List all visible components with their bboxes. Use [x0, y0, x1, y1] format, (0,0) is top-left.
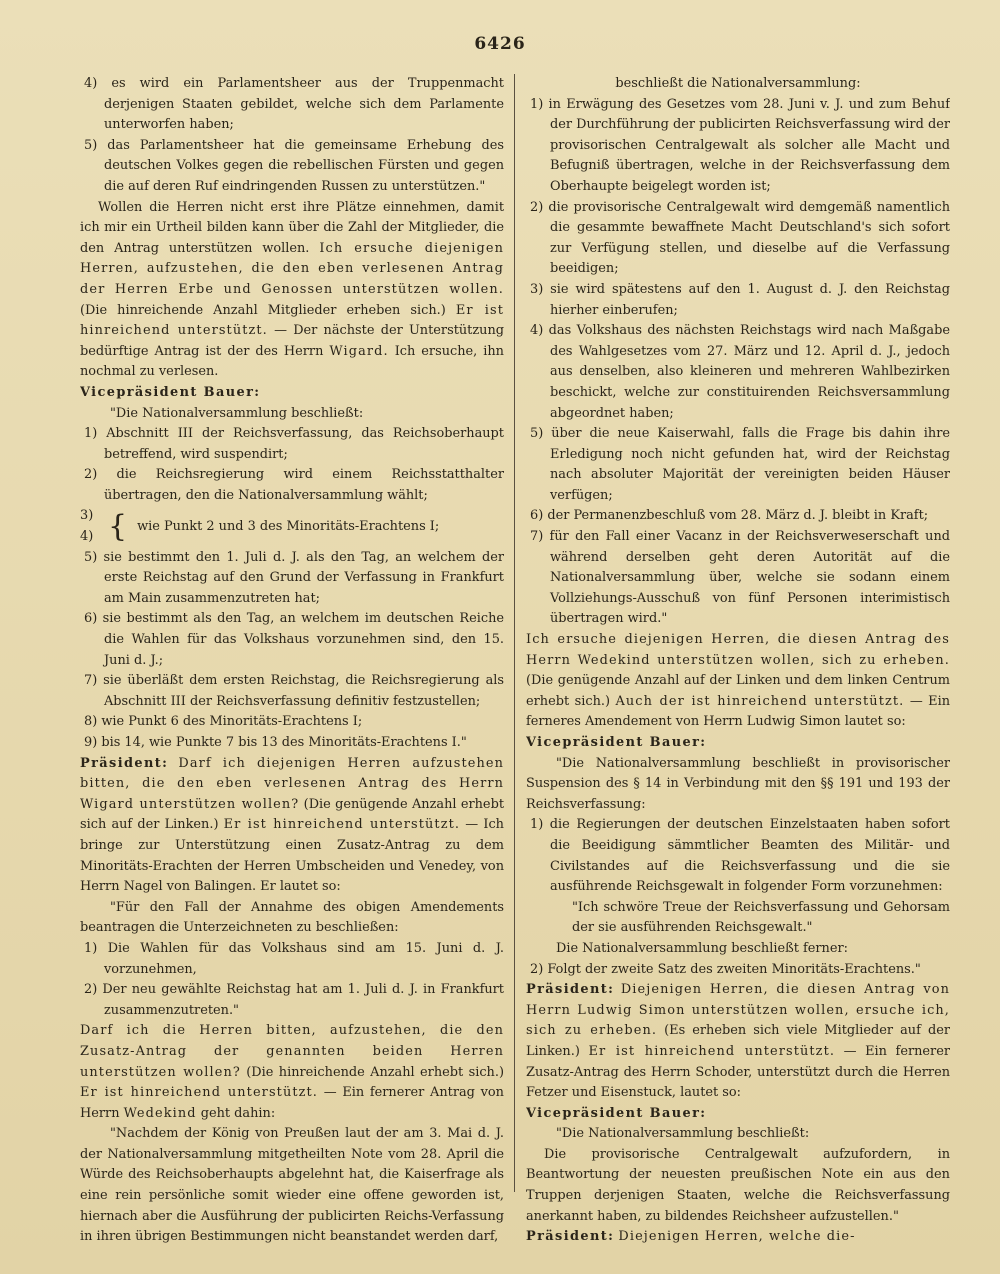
list-item: 1) Die Wahlen für das Volkshaus sind am 15. Juni d. J. vorzunehmen,	[84, 940, 504, 977]
brace: {	[108, 509, 128, 545]
page-number: 6426	[474, 34, 526, 54]
list-item: 1) die Regierungen der deutschen Einzelstaaten haben sofort die Beeidigung sämmtlicher Beamten des Militär- und Civilstandes auf die Reichsverfassung und die sie ausführende Reichsgewalt in folgender Form vorzunehmen:	[530, 817, 950, 895]
paragraph: Ich ersuche diejenigen Herren, die diesen Antrag des Herrn Wedekind unterstützen wollen, sich zu erheben. (Die genügende Anzahl auf der Linken und dem linken Centrum erhebt sich.) Auch der ist hinreichend unterstützt. — Ein ferneres Amendement von Herrn Ludwig Simon lautet so:	[526, 632, 950, 730]
list-item: 2) die Reichsregierung wird einem Reichsstatthalter übertragen, den die Nationalversammlung wählt;	[84, 467, 504, 503]
speaker-label: Vicepräsident Bauer:	[526, 1105, 707, 1121]
left-column	[80, 74, 504, 1264]
list-item: 2) Folgt der zweite Satz des zweiten Minoritäts-Erachtens."	[530, 961, 921, 977]
list-item: 6) sie bestimmt als den Tag, an welchem im deutschen Reiche die Wahlen für das Volkshaus vorzunehmen sind, den 15. Juni d. J.;	[84, 611, 504, 668]
list-item-pair	[80, 506, 504, 547]
paragraph: Wollen die Herren nicht erst ihre Plätze einnehmen, damit ich mir ein Urtheil bilden kann über die Zahl der Mitglieder, die den Antrag unterstützen wollen. Ich ersuche diejenigen Herren, aufzustehen, die den eben verlesenen Antrag der Herren Erbe und Genossen unterstützen wollen. (Die hinreichende Anzahl Mitglieder erheben sich.) Er ist hinreichend unterstützt. — Der nächste der Unterstützung bedürftige Antrag ist der des Herrn Wigard. Ich ersuche, ihn nochmal zu verlesen.	[80, 199, 504, 380]
speaker-label: Vicepräsident Bauer:	[526, 735, 707, 750]
list-number: 3)	[80, 508, 94, 524]
column-divider	[514, 74, 515, 1192]
quote: "Die Nationalversammlung beschließt in provisorischer Suspension des § 14 in Verbindung mit den §§ 191 und 193 der Reichsverfassung:	[526, 755, 950, 812]
paragraph: Präsident: Diejenigen Herren, die diesen Antrag von Herrn Ludwig Simon unterstützen wollen, ersuche ich, sich zu erheben. (Es erheben sich viele Mitglieder auf der Linken.) Er ist hinreichend unterstützt. — Ein fernerer Zusatz-Antrag des Herrn Schoder, unterstützt durch die Herren Fetzer und Eisenstuck, lautet so:	[526, 982, 950, 1101]
list-item: 7) für den Fall einer Vacanz in der Reichsverweserschaft und während derselben geht deren Autorität auf die Nationalversammlung über, welche sie sodann einem Vollziehungs-Ausschuß von fünf Personen interimistisch übertragen wird."	[530, 529, 950, 627]
list-item: 1) in Erwägung des Gesetzes vom 28. Juni v. J. und zum Behuf der Durchführung der publicirten Reichsverfassung wird der provisorischen Centralgewalt als solcher alle Macht und Befugniß übertragen, welche in der Reichsverfassung dem Oberhaupte beigelegt worden ist;	[530, 96, 950, 194]
list-item: 4) es wird ein Parlamentsheer aus der Truppenmacht derjenigen Staaten gebildet, welche sich dem Parlamente unterworfen haben;	[84, 76, 504, 133]
quote: "Die Nationalversammlung beschließt:	[556, 1126, 810, 1142]
paragraph: beschließt die Nationalversammlung:	[615, 76, 861, 91]
list-item: 5) das Parlamentsheer hat die gemeinsame Erhebung des deutschen Volkes gegen die rebellischen Fürsten und gegen die auf deren Ruf eindringenden Russen zu unterstützen."	[84, 137, 504, 194]
quote: "Nachdem der König von Preußen laut der am 3. Mai d. J. der Nationalversammlung mitgetheilten Note vom 28. April die Würde des Reichsoberhaupts abgelehnt hat, die Kaiserfrage als eine rein persönliche somit wieder eine offene geworden ist, hiernach aber die Ausführung der publicirten Reichs-Verfassung in ihren übrigen Bestimmungen nicht beanstandet werden darf,	[80, 1126, 504, 1245]
list-text: wie Punkt 2 und 3 des Minoritäts-Erachtens I;	[137, 518, 440, 534]
list-item: 9) bis 14, wie Punkte 7 bis 13 des Minoritäts-Erachtens I."	[84, 735, 467, 750]
quote: Die provisorische Centralgewalt aufzufordern, in Beantwortung der neuesten preußischen Note ein aus den Truppen derjenigen Staaten, welche die Reichsverfassung anerkannt haben, zu bildendes Reichsheer aufzustellen."	[526, 1146, 950, 1224]
paragraph: Präsident: Diejenigen Herren, welche die-	[526, 1229, 856, 1245]
list-item: 8) wie Punkt 6 des Minoritäts-Erachtens I;	[84, 714, 363, 730]
right-column	[526, 74, 950, 1264]
list-item: 1) Abschnitt III der Reichsverfassung, das Reichsoberhaupt betreffend, wird suspendirt;	[84, 426, 504, 462]
list-item: 3) sie wird spätestens auf den 1. August d. J. den Reichstag hierher einberufen;	[530, 281, 950, 318]
oath-text: "Ich schwöre Treue der Reichsverfassung und Gehorsam der sie ausführenden Reichsgewalt."	[572, 899, 950, 936]
speaker-label: Vicepräsident Bauer:	[80, 384, 261, 400]
list-item: 5) sie bestimmt den 1. Juli d. J. als den Tag, an welchem der erste Reichstag auf den Grund der Verfassung in Frankfurt am Main zusammenzutreten hat;	[84, 549, 504, 606]
list-number: 4)	[80, 529, 94, 545]
list-item: 2) die provisorische Centralgewalt wird demgemäß namentlich die gesammte bewaffnete Macht Deutschland's sich sofort zur Verfügung stellen, und dieselbe auf die Verfassung beeidigen;	[530, 199, 950, 277]
paragraph: Präsident: Darf ich diejenigen Herren aufzustehen bitten, die den eben verlesenen Antrag des Herrn Wigard unterstützen wollen? (Die genügende Anzahl erhebt sich auf der Linken.) Er ist hinreichend unterstützt. — Ich bringe zur Unterstützung einen Zusatz-Antrag zu dem Minoritäts-Erachten der Herren Umbscheiden und Venedey, von Herrn Nagel von Balingen. Er lautet so:	[80, 755, 504, 895]
quote: "Die Nationalversammlung beschließt:	[110, 405, 364, 421]
list-item: 7) sie überläßt dem ersten Reichstag, die Reichsregierung als Abschnitt III der Reichsverfassung definitiv festzustellen;	[84, 673, 504, 709]
list-item: 5) über die neue Kaiserwahl, falls die Frage bis dahin ihre Erledigung noch nicht gefunden hat, wird der Reichstag nach absoluter Majorität der vereinigten beiden Häuser verfügen;	[530, 426, 950, 503]
paragraph: Darf ich die Herren bitten, aufzustehen, die den Zusatz-Antrag der genannten beiden Herren unterstützen wollen? (Die hinreichende Anzahl erhebt sich.) Er ist hinreichend unterstützt. — Ein fernerer Antrag von Herrn Wedekind geht dahin:	[80, 1023, 504, 1121]
list-item: 6) der Permanenzbeschluß vom 28. März d. J. bleibt in Kraft;	[530, 508, 929, 524]
list-item: 2) Der neu gewählte Reichstag hat am 1. Juli d. J. in Frankfurt zusammenzutreten."	[84, 982, 504, 1018]
paragraph: Die Nationalversammlung beschließt ferner:	[556, 940, 848, 956]
quote: "Für den Fall der Annahme des obigen Amendements beantragen die Unterzeichneten zu beschließen:	[80, 899, 504, 936]
list-item: 4) das Volkshaus des nächsten Reichstags wird nach Maßgabe des Wahlgesetzes vom 27. März und 12. April d. J., jedoch aus denselben, also kleineren und mehreren Wahlbezirken beschickt, welche zur constituirenden Reichsversammlung abgeordnet haben;	[530, 323, 950, 421]
